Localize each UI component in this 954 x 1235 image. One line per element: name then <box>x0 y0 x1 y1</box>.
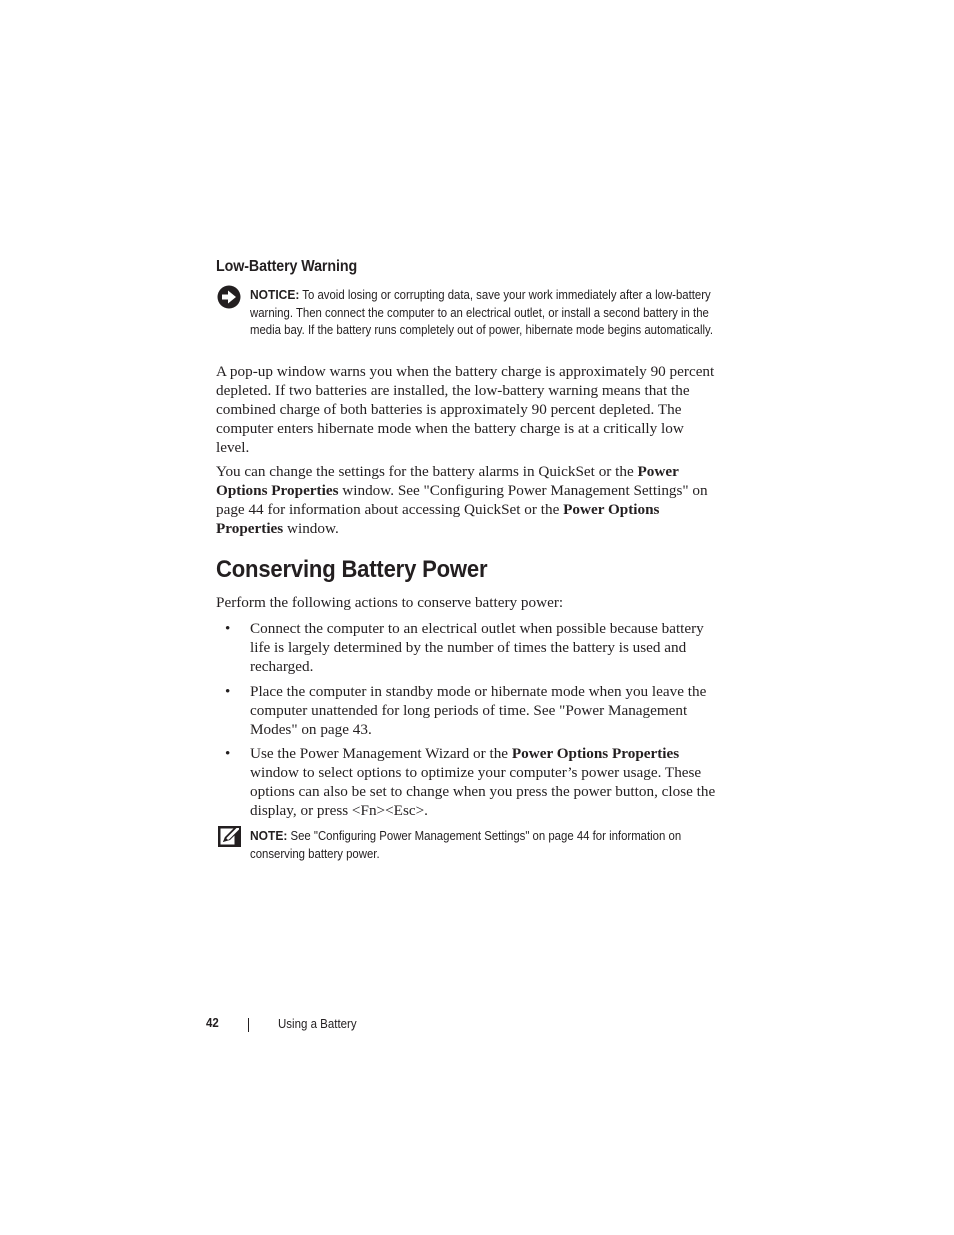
low-battery-paragraph: A pop-up window warns you when the battery charge is approximately 90 percent depleted. If two batteries are installed, the low-battery warning means that the combined charge of both batteries is approximately 90 percent depleted. The computer enters hibernate mode when the battery charge is at a critically low level. <box>216 363 715 456</box>
list-item-text: window to select options to optimize your computer’s power usage. These options can also be set to change when you press the power button, close the display, or press <Fn><Esc>. <box>250 764 716 820</box>
notice-body: To avoid losing or corrupting data, save your work immediately after a low-battery warning. Then connect the computer to an electrical outlet, or install a second battery in the media bay. If the battery runs completely out of power, hibernate mode begins automatically. <box>250 288 714 337</box>
notice-text <box>250 286 714 340</box>
power-options-properties-term: Power Options Properties <box>511 745 680 763</box>
note-body: See "Configuring Power Management Settings" on page 44 for information on conserving battery power. <box>250 829 682 861</box>
footer-section-title: Using a Battery <box>278 1017 357 1031</box>
section-heading-low-battery-warning: Low-Battery Warning <box>216 258 358 275</box>
list-item <box>216 745 716 821</box>
list-item-text: Connect the computer to an electrical outlet when possible because battery life is largely determined by the number of times the battery is used and recharged. <box>250 620 704 675</box>
notice-label: NOTICE: <box>250 287 300 302</box>
paragraph-text: window. <box>283 519 339 537</box>
battery-alarm-settings-paragraph <box>216 463 716 539</box>
section-heading-conserving-battery-power: Conserving Battery Power <box>216 556 488 583</box>
list-item <box>216 683 716 740</box>
power-options-properties-term: Power Options Properties <box>216 500 660 537</box>
paragraph-text: window. See "Configuring Power Management Settings" on page 44 for information about accessing QuickSet or the <box>216 481 708 518</box>
bullet-glyph: • <box>225 745 231 763</box>
footer-divider <box>248 1018 249 1032</box>
list-item <box>216 620 716 677</box>
paragraph-text: You can change the settings for the battery alarms in QuickSet or the <box>216 463 638 480</box>
conserve-actions-list <box>216 620 716 827</box>
note-label: NOTE: <box>250 828 288 843</box>
notice-arrow-icon <box>217 285 241 309</box>
page-number: 42 <box>206 1016 219 1030</box>
list-item-text: Use the Power Management Wizard or the <box>250 745 512 763</box>
power-options-properties-term: Power Options Properties <box>216 463 679 499</box>
page-footer <box>206 1014 506 1034</box>
note-pencil-icon <box>218 826 241 847</box>
list-item-text: Place the computer in standby mode or hibernate mode when you leave the computer unattended for long periods of time. See "Power Management Modes" on page 43. <box>250 682 707 738</box>
bullet-glyph: • <box>225 682 231 700</box>
bullet-glyph: • <box>225 620 231 637</box>
conserve-intro: Perform the following actions to conserve battery power: <box>216 594 564 611</box>
note-text <box>250 827 714 863</box>
